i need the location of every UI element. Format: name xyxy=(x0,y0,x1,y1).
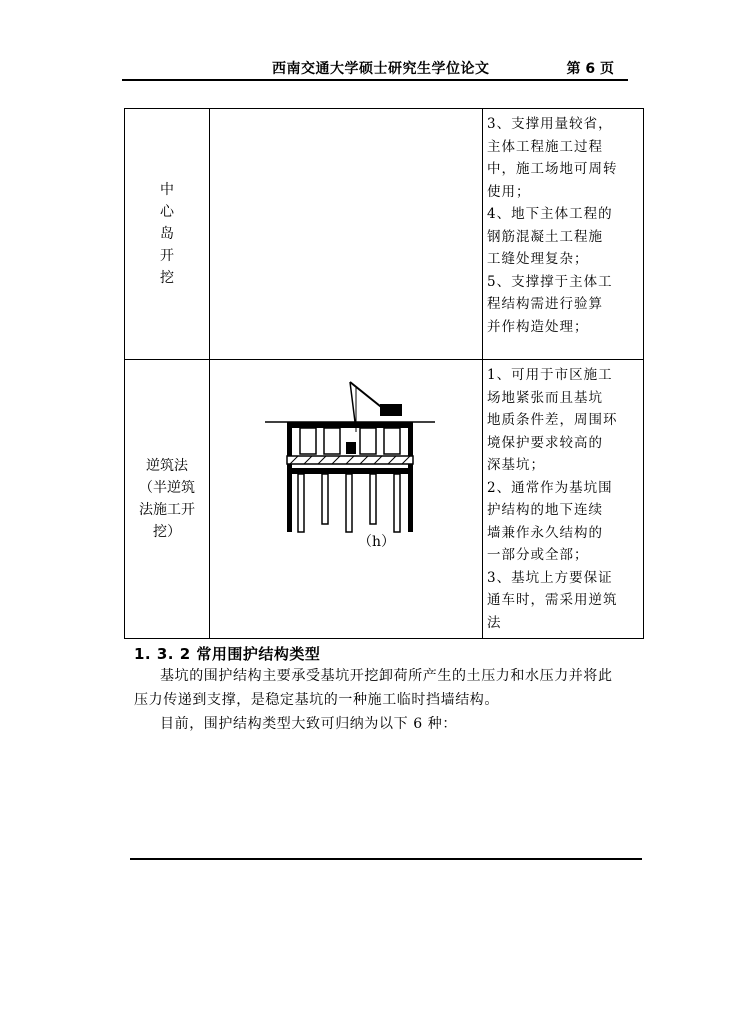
table-row xyxy=(125,109,644,360)
name-line: 挖） xyxy=(153,524,181,540)
desc-line: 并作构造处理； xyxy=(487,318,589,335)
desc-line: 场地紧张而且基坑 xyxy=(487,389,603,406)
method-name-cell xyxy=(125,109,210,360)
paragraph-line: 压力传递到支撑，是稳定基坑的一种施工临时挡墙结构。 xyxy=(134,692,499,708)
paragraph-line: 基坑的围护结构主要承受基坑开挖卸荷所产生的土压力和水压力并将此 xyxy=(160,668,613,684)
desc-line: 深基坑； xyxy=(487,457,545,473)
desc-line: 钢筋混凝土工程施 xyxy=(487,228,603,245)
top-down-construction-diagram xyxy=(260,372,440,542)
desc-line: 3、支撑用量较省， xyxy=(487,116,613,132)
page-number: 第 6 页 xyxy=(566,61,614,77)
method-description-cell xyxy=(483,109,644,360)
name-char: 开 xyxy=(160,248,174,264)
desc-line: 护结构的地下连续 xyxy=(487,502,603,518)
desc-line: 使用； xyxy=(487,183,531,200)
desc-line: 程结构需进行验算 xyxy=(487,296,603,312)
name-char: 岛 xyxy=(160,226,174,242)
name-char: 挖 xyxy=(160,270,174,286)
table-row xyxy=(125,360,644,639)
method-name-top-down xyxy=(125,455,209,543)
name-char: 中 xyxy=(160,182,174,198)
desc-line: 中，施工场地可周转 xyxy=(487,161,618,177)
desc-line: 墙兼作永久结构的 xyxy=(487,524,603,541)
thesis-title: 西南交通大学硕士研究生学位论文 xyxy=(272,61,490,77)
page-header xyxy=(122,58,628,80)
desc-line: 法 xyxy=(487,614,502,631)
body-paragraph xyxy=(134,664,634,712)
name-line: （半逆筑 xyxy=(139,480,195,496)
desc-line: 2、通常作为基坑围 xyxy=(487,479,613,496)
desc-line: 5、支撑撑于主体工 xyxy=(487,273,613,290)
desc-line: 通车时，需采用逆筑 xyxy=(487,592,618,608)
desc-line: 主体工程施工过程 xyxy=(487,138,603,155)
figure-cell-empty xyxy=(210,109,483,360)
name-char: 心 xyxy=(160,204,174,220)
header-rule xyxy=(122,79,628,81)
desc-line: 一部分或全部； xyxy=(487,547,589,563)
name-line: 逆筑法 xyxy=(146,458,188,474)
figure-cell xyxy=(210,360,483,639)
method-name-center-island xyxy=(125,179,209,289)
method-description-cell xyxy=(483,360,644,639)
desc-line: 境保护要求较高的 xyxy=(487,434,603,451)
footer-rule xyxy=(130,858,642,860)
section-heading: 1. 3. 2 常用围护结构类型 xyxy=(134,645,321,663)
figure-label: （h） xyxy=(358,534,396,550)
body-paragraph: 目前，围护结构类型大致可归纳为以下 6 种： xyxy=(160,716,458,732)
desc-line: 3、基坑上方要保证 xyxy=(487,569,613,586)
desc-line: 1、可用于市区施工 xyxy=(487,367,613,383)
desc-line: 地质条件差，周围环 xyxy=(487,412,618,428)
method-name-cell xyxy=(125,360,210,639)
desc-line: 工缝处理复杂； xyxy=(487,251,589,267)
excavation-methods-table xyxy=(124,108,644,639)
desc-line: 4、地下主体工程的 xyxy=(487,206,613,222)
name-line: 法施工开 xyxy=(139,502,195,518)
